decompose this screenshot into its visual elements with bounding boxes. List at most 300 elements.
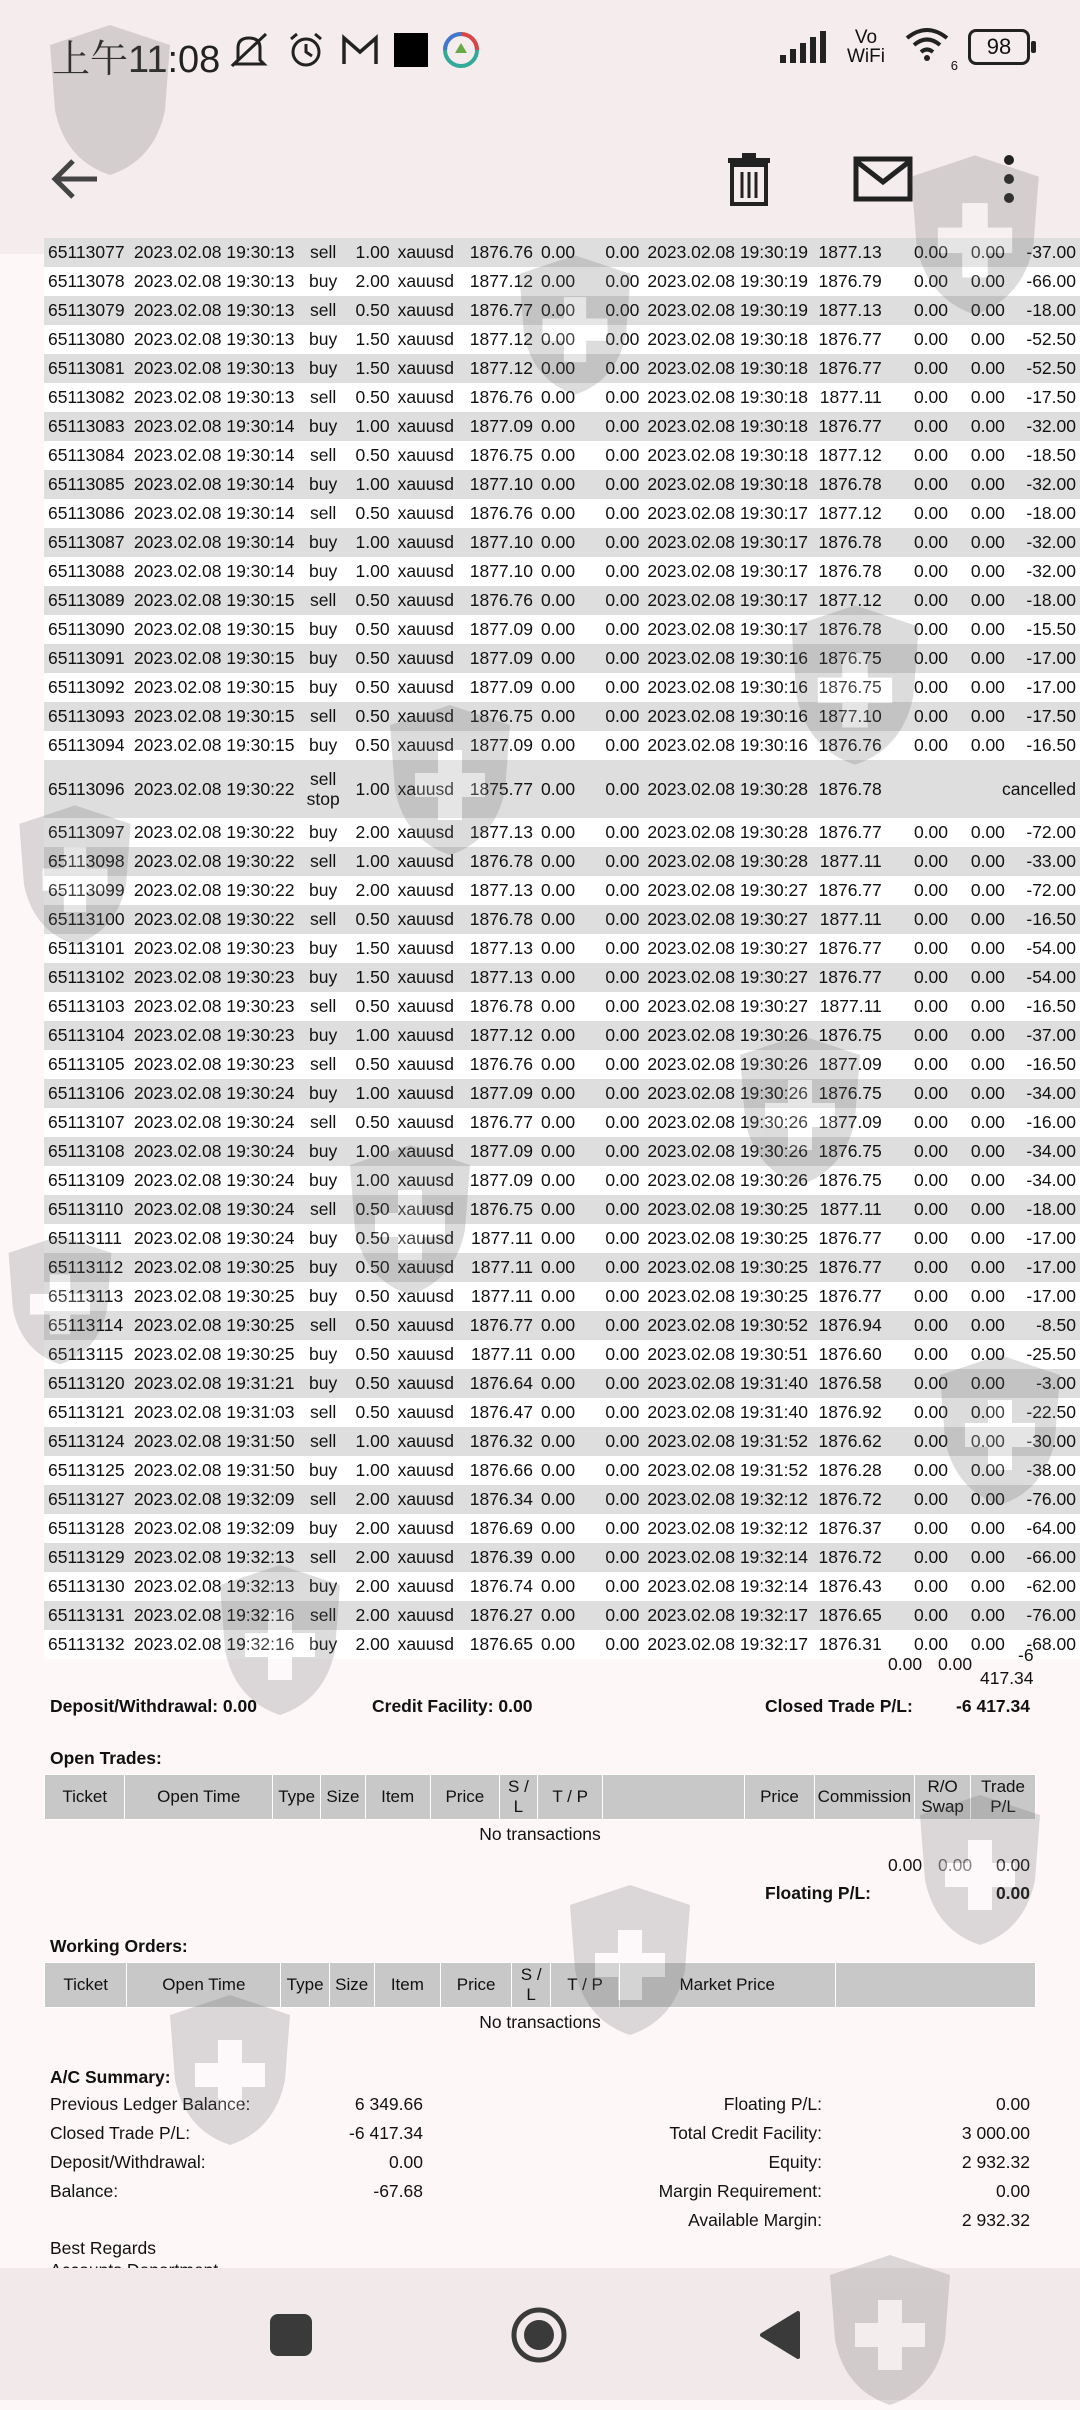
table-row [44, 1398, 1080, 1427]
cell-swap: 0.00 [952, 441, 1009, 470]
cell-commission: 0.00 [886, 702, 952, 731]
cell-tp: 0.00 [590, 1108, 643, 1137]
cell-size: 0.50 [348, 905, 394, 934]
cell-commission: 0.00 [886, 1311, 952, 1340]
cell-close-price: 1876.78 [812, 528, 886, 557]
cell-size: 1.00 [348, 1166, 394, 1195]
cell-sl: 0.00 [537, 1485, 590, 1514]
summary-label: Available Margin: [688, 2210, 822, 2230]
cell-type: sell [298, 238, 347, 267]
cell-close-price: 1877.09 [812, 1108, 886, 1137]
cell-type: buy [298, 1137, 347, 1166]
cell-size: 2.00 [348, 1572, 394, 1601]
wifi-indicator [904, 26, 958, 73]
cell-size: 0.50 [348, 1224, 394, 1253]
cell-commission: 0.00 [886, 1079, 952, 1108]
cell-tp: 0.00 [590, 702, 643, 731]
cell-tp: 0.00 [590, 470, 643, 499]
cell-size: 0.50 [348, 1369, 394, 1398]
cell-commission: 0.00 [886, 934, 952, 963]
table-row [44, 1427, 1080, 1456]
cell-close-price: 1876.65 [812, 1601, 886, 1630]
cell-sl: 0.00 [537, 412, 590, 441]
cell-swap: 0.00 [952, 1166, 1009, 1195]
cell-close-price: 1876.77 [812, 876, 886, 905]
table-row [44, 354, 1080, 383]
column-header: Item [374, 1963, 441, 2008]
cell-open-price: 1876.66 [463, 1456, 537, 1485]
cell-profit: -32.00 [1009, 557, 1080, 586]
cell-swap: 0.00 [952, 528, 1009, 557]
column-header: Size [329, 1963, 374, 2008]
cell-close-time: 2023.02.08 19:32:12 [643, 1485, 812, 1514]
cell-profit: -16.50 [1009, 992, 1080, 1021]
cell-close-time: 2023.02.08 19:30:25 [643, 1195, 812, 1224]
column-header: Commission [814, 1775, 915, 1820]
cell-ticket: 65113120 [44, 1369, 130, 1398]
cell-item: xauusd [394, 383, 464, 412]
cell-sl: 0.00 [537, 1224, 590, 1253]
cell-type: sell [298, 1050, 347, 1079]
cell-commission: 0.00 [886, 876, 952, 905]
cell-open-price: 1877.12 [463, 1021, 537, 1050]
cell-ticket: 65113114 [44, 1311, 130, 1340]
cell-ticket: 65113102 [44, 963, 130, 992]
cell-swap: 0.00 [952, 818, 1009, 847]
cell-profit: -34.00 [1009, 1137, 1080, 1166]
cell-close-time: 2023.02.08 19:30:26 [643, 1108, 812, 1137]
cell-size: 1.50 [348, 963, 394, 992]
cell-type: buy [298, 731, 347, 760]
nav-back-button[interactable] [758, 2310, 802, 2360]
summary-value: -67.68 [373, 2181, 423, 2201]
home-button[interactable] [510, 2306, 568, 2364]
cell-profit: -66.00 [1009, 1543, 1080, 1572]
cell-swap: 0.00 [952, 615, 1009, 644]
cell-ticket: 65113105 [44, 1050, 130, 1079]
table-row [44, 412, 1080, 441]
cell-open-price: 1876.75 [463, 702, 537, 731]
app-logo-icon [442, 31, 480, 69]
cell-sl: 0.00 [537, 644, 590, 673]
wifi-icon [904, 26, 950, 62]
cell-item: xauusd [394, 296, 464, 325]
cell-ticket: 65113077 [44, 238, 130, 267]
column-header: Open Time [125, 1775, 272, 1820]
cell-open-price: 1876.64 [463, 1369, 537, 1398]
table-row [44, 876, 1080, 905]
cell-type: buy [298, 412, 347, 441]
cell-open-time: 2023.02.08 19:30:14 [130, 470, 299, 499]
cell-close-time: 2023.02.08 19:31:40 [643, 1369, 812, 1398]
working-orders-empty: No transactions [479, 2012, 601, 2032]
cell-ticket: 65113113 [44, 1282, 130, 1311]
cell-open-time: 2023.02.08 19:30:25 [130, 1311, 299, 1340]
cell-type: sell [298, 1543, 347, 1572]
cell-size: 1.50 [348, 354, 394, 383]
cell-tp: 0.00 [590, 1224, 643, 1253]
column-header: Ticket [45, 1963, 127, 2008]
cell-ticket: 65113089 [44, 586, 130, 615]
cell-item: xauusd [394, 412, 464, 441]
cell-close-price: 1876.77 [812, 1224, 886, 1253]
cell-close-price: 1876.78 [812, 470, 886, 499]
cell-ticket: 65113121 [44, 1398, 130, 1427]
column-header: Item [365, 1775, 430, 1820]
cell-open-price: 1877.09 [463, 412, 537, 441]
cell-ticket: 65113094 [44, 731, 130, 760]
cell-sl: 0.00 [537, 1572, 590, 1601]
cell-size: 2.00 [348, 1543, 394, 1572]
cell-open-price: 1877.12 [463, 325, 537, 354]
cell-open-time: 2023.02.08 19:30:23 [130, 934, 299, 963]
cell-commission: 0.00 [886, 1601, 952, 1630]
cell-close-price: 1876.92 [812, 1398, 886, 1427]
cell-open-price: 1876.78 [463, 847, 537, 876]
cell-commission: 0.00 [886, 441, 952, 470]
cell-close-price: 1876.77 [812, 1282, 886, 1311]
cell-tp: 0.00 [590, 1427, 643, 1456]
cell-type: buy [298, 615, 347, 644]
cell-status: cancelled [886, 760, 1080, 818]
cell-swap: 0.00 [952, 354, 1009, 383]
cell-swap: 0.00 [952, 499, 1009, 528]
cell-open-price: 1876.69 [463, 1514, 537, 1543]
recents-button[interactable] [270, 2314, 312, 2356]
cell-commission: 0.00 [886, 992, 952, 1021]
cell-sl: 0.00 [537, 818, 590, 847]
cell-type: sell [298, 1485, 347, 1514]
column-header: T / P [537, 1775, 603, 1820]
cell-type: buy [298, 1224, 347, 1253]
cell-size: 1.00 [348, 238, 394, 267]
cell-close-time: 2023.02.08 19:30:52 [643, 1311, 812, 1340]
cell-profit: -3.00 [1009, 1369, 1080, 1398]
cell-ticket: 65113080 [44, 325, 130, 354]
table-row [44, 238, 1080, 267]
cell-close-time: 2023.02.08 19:30:27 [643, 934, 812, 963]
open-trades-empty: No transactions [479, 1824, 601, 1844]
cell-ticket: 65113079 [44, 296, 130, 325]
cell-sl: 0.00 [537, 673, 590, 702]
cell-open-price: 1876.39 [463, 1543, 537, 1572]
cell-tp: 0.00 [590, 1398, 643, 1427]
cell-open-time: 2023.02.08 19:32:16 [130, 1630, 299, 1659]
cell-size: 0.50 [348, 1311, 394, 1340]
cell-close-time: 2023.02.08 19:30:26 [643, 1050, 812, 1079]
cell-sl: 0.00 [537, 1166, 590, 1195]
cell-open-price: 1876.76 [463, 499, 537, 528]
cell-size: 1.50 [348, 325, 394, 354]
cell-close-price: 1876.77 [812, 1253, 886, 1282]
cell-close-time: 2023.02.08 19:30:19 [643, 267, 812, 296]
cell-ticket: 65113112 [44, 1253, 130, 1282]
cell-profit: -62.00 [1009, 1572, 1080, 1601]
cell-item: xauusd [394, 267, 464, 296]
cell-sl: 0.00 [537, 1456, 590, 1485]
cell-open-price: 1877.09 [463, 673, 537, 702]
alarm-icon [286, 30, 326, 70]
cell-swap: 0.00 [952, 1079, 1009, 1108]
cell-sl: 0.00 [537, 934, 590, 963]
closed-swap-total: 0.00 [938, 1654, 973, 1674]
cell-ticket: 65113106 [44, 1079, 130, 1108]
cell-commission: 0.00 [886, 1485, 952, 1514]
cell-open-price: 1877.11 [463, 1224, 537, 1253]
cell-profit: -18.00 [1009, 296, 1080, 325]
battery-level: 98 [986, 33, 1012, 59]
cell-item: xauusd [394, 1195, 464, 1224]
cell-tp: 0.00 [590, 412, 643, 441]
cell-close-time: 2023.02.08 19:30:17 [643, 586, 812, 615]
cell-close-time: 2023.02.08 19:32:14 [643, 1572, 812, 1601]
cell-close-time: 2023.02.08 19:32:17 [643, 1630, 812, 1659]
cell-type: sell [298, 1398, 347, 1427]
cell-open-price: 1876.65 [463, 1630, 537, 1659]
table-row [44, 267, 1080, 296]
cell-profit: -32.00 [1009, 470, 1080, 499]
cell-profit: -76.00 [1009, 1485, 1080, 1514]
table-row [44, 760, 1080, 818]
cell-sl: 0.00 [537, 760, 590, 818]
cell-profit: -34.00 [1009, 1166, 1080, 1195]
trash-icon [726, 152, 772, 206]
delete-button[interactable] [704, 134, 794, 224]
cell-commission: 0.00 [886, 1021, 952, 1050]
cell-ticket: 65113109 [44, 1166, 130, 1195]
top-toolbar [0, 104, 1080, 254]
cell-ticket: 65113081 [44, 354, 130, 383]
cell-swap: 0.00 [952, 702, 1009, 731]
cell-open-time: 2023.02.08 19:30:15 [130, 644, 299, 673]
cell-size: 1.00 [348, 470, 394, 499]
cell-sl: 0.00 [537, 586, 590, 615]
cell-sl: 0.00 [537, 499, 590, 528]
cell-swap: 0.00 [952, 1340, 1009, 1369]
cell-ticket: 65113087 [44, 528, 130, 557]
mail-button[interactable] [838, 134, 928, 224]
cell-sl: 0.00 [537, 528, 590, 557]
cell-type: sell [298, 905, 347, 934]
cell-profit: -72.00 [1009, 818, 1080, 847]
cell-profit: -16.00 [1009, 1108, 1080, 1137]
cell-type: buy [298, 1021, 347, 1050]
cell-profit: -37.00 [1009, 1021, 1080, 1050]
cell-tp: 0.00 [590, 354, 643, 383]
cell-size: 1.00 [348, 1137, 394, 1166]
cell-item: xauusd [394, 760, 464, 818]
cell-profit: -22.50 [1009, 1398, 1080, 1427]
cell-close-price: 1876.72 [812, 1485, 886, 1514]
cell-commission: 0.00 [886, 325, 952, 354]
cell-commission: 0.00 [886, 1108, 952, 1137]
cell-close-time: 2023.02.08 19:30:17 [643, 615, 812, 644]
cell-close-time: 2023.02.08 19:30:16 [643, 644, 812, 673]
summary-value: 2 932.32 [961, 2210, 1030, 2230]
table-row [44, 1253, 1080, 1282]
cell-commission: 0.00 [886, 1572, 952, 1601]
summary-value: 0.00 [388, 2152, 423, 2172]
cell-profit: -66.00 [1009, 267, 1080, 296]
cell-close-price: 1877.10 [812, 702, 886, 731]
cell-close-time: 2023.02.08 19:30:18 [643, 441, 812, 470]
cell-commission: 0.00 [886, 1137, 952, 1166]
cell-profit: -8.50 [1009, 1311, 1080, 1340]
cell-close-price: 1876.75 [812, 644, 886, 673]
cell-commission: 0.00 [886, 1427, 952, 1456]
ac-summary-title: A/C Summary: [50, 2067, 171, 2087]
open-pl-total: 0.00 [995, 1855, 1030, 1875]
cell-ticket: 65113101 [44, 934, 130, 963]
cell-tp: 0.00 [590, 992, 643, 1021]
cell-open-time: 2023.02.08 19:30:14 [130, 412, 299, 441]
cell-open-price: 1877.11 [463, 1340, 537, 1369]
cell-sl: 0.00 [537, 992, 590, 1021]
cell-close-time: 2023.02.08 19:30:19 [643, 238, 812, 267]
cell-open-time: 2023.02.08 19:32:13 [130, 1543, 299, 1572]
cell-tp: 0.00 [590, 267, 643, 296]
cell-profit: -17.50 [1009, 702, 1080, 731]
cell-type: buy [298, 1253, 347, 1282]
cell-profit: -17.00 [1009, 1282, 1080, 1311]
status-left-icons [226, 30, 480, 70]
cell-tp: 0.00 [590, 1485, 643, 1514]
cell-item: xauusd [394, 702, 464, 731]
cell-close-time: 2023.02.08 19:30:26 [643, 1021, 812, 1050]
cell-open-price: 1876.34 [463, 1485, 537, 1514]
table-row [44, 615, 1080, 644]
table-row [44, 1079, 1080, 1108]
cell-open-time: 2023.02.08 19:30:25 [130, 1340, 299, 1369]
table-row [44, 586, 1080, 615]
cell-swap: 0.00 [952, 1398, 1009, 1427]
cell-profit: -32.00 [1009, 412, 1080, 441]
cell-swap: 0.00 [952, 325, 1009, 354]
cell-close-price: 1876.31 [812, 1630, 886, 1659]
summary-label: Equity: [768, 2152, 822, 2172]
cell-ticket: 65113088 [44, 557, 130, 586]
cell-close-price: 1876.77 [812, 934, 886, 963]
cell-open-time: 2023.02.08 19:30:13 [130, 325, 299, 354]
cell-open-price: 1876.76 [463, 1050, 537, 1079]
cell-close-price: 1876.28 [812, 1456, 886, 1485]
more-options-button[interactable] [964, 134, 1054, 224]
back-button[interactable] [30, 134, 120, 224]
cell-swap: 0.00 [952, 1543, 1009, 1572]
cell-tp: 0.00 [590, 296, 643, 325]
cell-ticket: 65113085 [44, 470, 130, 499]
cell-tp: 0.00 [590, 905, 643, 934]
summary-label: Deposit/Withdrawal: [50, 2152, 206, 2172]
cell-tp: 0.00 [590, 644, 643, 673]
cell-profit: -17.50 [1009, 383, 1080, 412]
cell-size: 1.00 [348, 760, 394, 818]
cell-type: sell [298, 586, 347, 615]
summary-value: 2 932.32 [961, 2152, 1030, 2172]
cell-item: xauusd [394, 1427, 464, 1456]
cell-item: xauusd [394, 1050, 464, 1079]
cell-ticket: 65113128 [44, 1514, 130, 1543]
cell-tp: 0.00 [590, 1079, 643, 1108]
cell-commission: 0.00 [886, 267, 952, 296]
cell-ticket: 65113097 [44, 818, 130, 847]
table-row [44, 383, 1080, 412]
cell-size: 0.50 [348, 383, 394, 412]
cell-close-time: 2023.02.08 19:30:28 [643, 760, 812, 818]
cell-profit: -16.50 [1009, 905, 1080, 934]
cell-close-price: 1877.12 [812, 499, 886, 528]
table-row [44, 470, 1080, 499]
cell-type: buy [298, 1630, 347, 1659]
cell-open-price: 1877.11 [463, 1282, 537, 1311]
cell-close-time: 2023.02.08 19:30:18 [643, 470, 812, 499]
cell-tp: 0.00 [590, 1543, 643, 1572]
cell-item: xauusd [394, 1224, 464, 1253]
cell-close-price: 1876.77 [812, 963, 886, 992]
cell-sl: 0.00 [537, 1514, 590, 1543]
cell-close-time: 2023.02.08 19:30:26 [643, 1079, 812, 1108]
cell-type: buy [298, 673, 347, 702]
cell-ticket: 65113098 [44, 847, 130, 876]
cell-close-price: 1876.77 [812, 412, 886, 441]
table-row [44, 847, 1080, 876]
cell-open-time: 2023.02.08 19:30:13 [130, 238, 299, 267]
cell-open-price: 1876.32 [463, 1427, 537, 1456]
cell-profit: -25.50 [1009, 1340, 1080, 1369]
cell-item: xauusd [394, 847, 464, 876]
status-bar [0, 0, 1080, 104]
working-orders-header [44, 1962, 1036, 2008]
cell-sl: 0.00 [537, 1311, 590, 1340]
cell-commission: 0.00 [886, 1166, 952, 1195]
cell-type: buy [298, 267, 347, 296]
cell-swap: 0.00 [952, 1456, 1009, 1485]
cell-size: 1.00 [348, 528, 394, 557]
cell-open-price: 1877.09 [463, 1137, 537, 1166]
cell-open-time: 2023.02.08 19:32:09 [130, 1514, 299, 1543]
working-orders-title: Working Orders: [50, 1936, 188, 1956]
table-row [44, 528, 1080, 557]
cell-item: xauusd [394, 1456, 464, 1485]
cell-profit: -30.00 [1009, 1427, 1080, 1456]
table-row [44, 1572, 1080, 1601]
cell-item: xauusd [394, 1253, 464, 1282]
cell-size: 0.50 [348, 702, 394, 731]
table-row [44, 1630, 1080, 1659]
cell-size: 2.00 [348, 818, 394, 847]
cell-swap: 0.00 [952, 267, 1009, 296]
cell-swap: 0.00 [952, 383, 1009, 412]
cell-tp: 0.00 [590, 238, 643, 267]
cell-open-time: 2023.02.08 19:30:13 [130, 267, 299, 296]
cell-size: 0.50 [348, 644, 394, 673]
cell-size: 1.00 [348, 1456, 394, 1485]
cell-commission: 0.00 [886, 1514, 952, 1543]
cell-type: buy [298, 557, 347, 586]
cell-tp: 0.00 [590, 934, 643, 963]
cell-open-time: 2023.02.08 19:30:23 [130, 992, 299, 1021]
cell-tp: 0.00 [590, 673, 643, 702]
cell-close-price: 1877.13 [812, 296, 886, 325]
open-trades-header [44, 1774, 1036, 1820]
table-row [44, 1601, 1080, 1630]
cell-close-price: 1876.78 [812, 615, 886, 644]
cell-item: xauusd [394, 905, 464, 934]
cell-open-price: 1877.09 [463, 1166, 537, 1195]
cell-sl: 0.00 [537, 383, 590, 412]
open-trades-title: Open Trades: [50, 1748, 162, 1768]
cell-open-time: 2023.02.08 19:30:14 [130, 499, 299, 528]
